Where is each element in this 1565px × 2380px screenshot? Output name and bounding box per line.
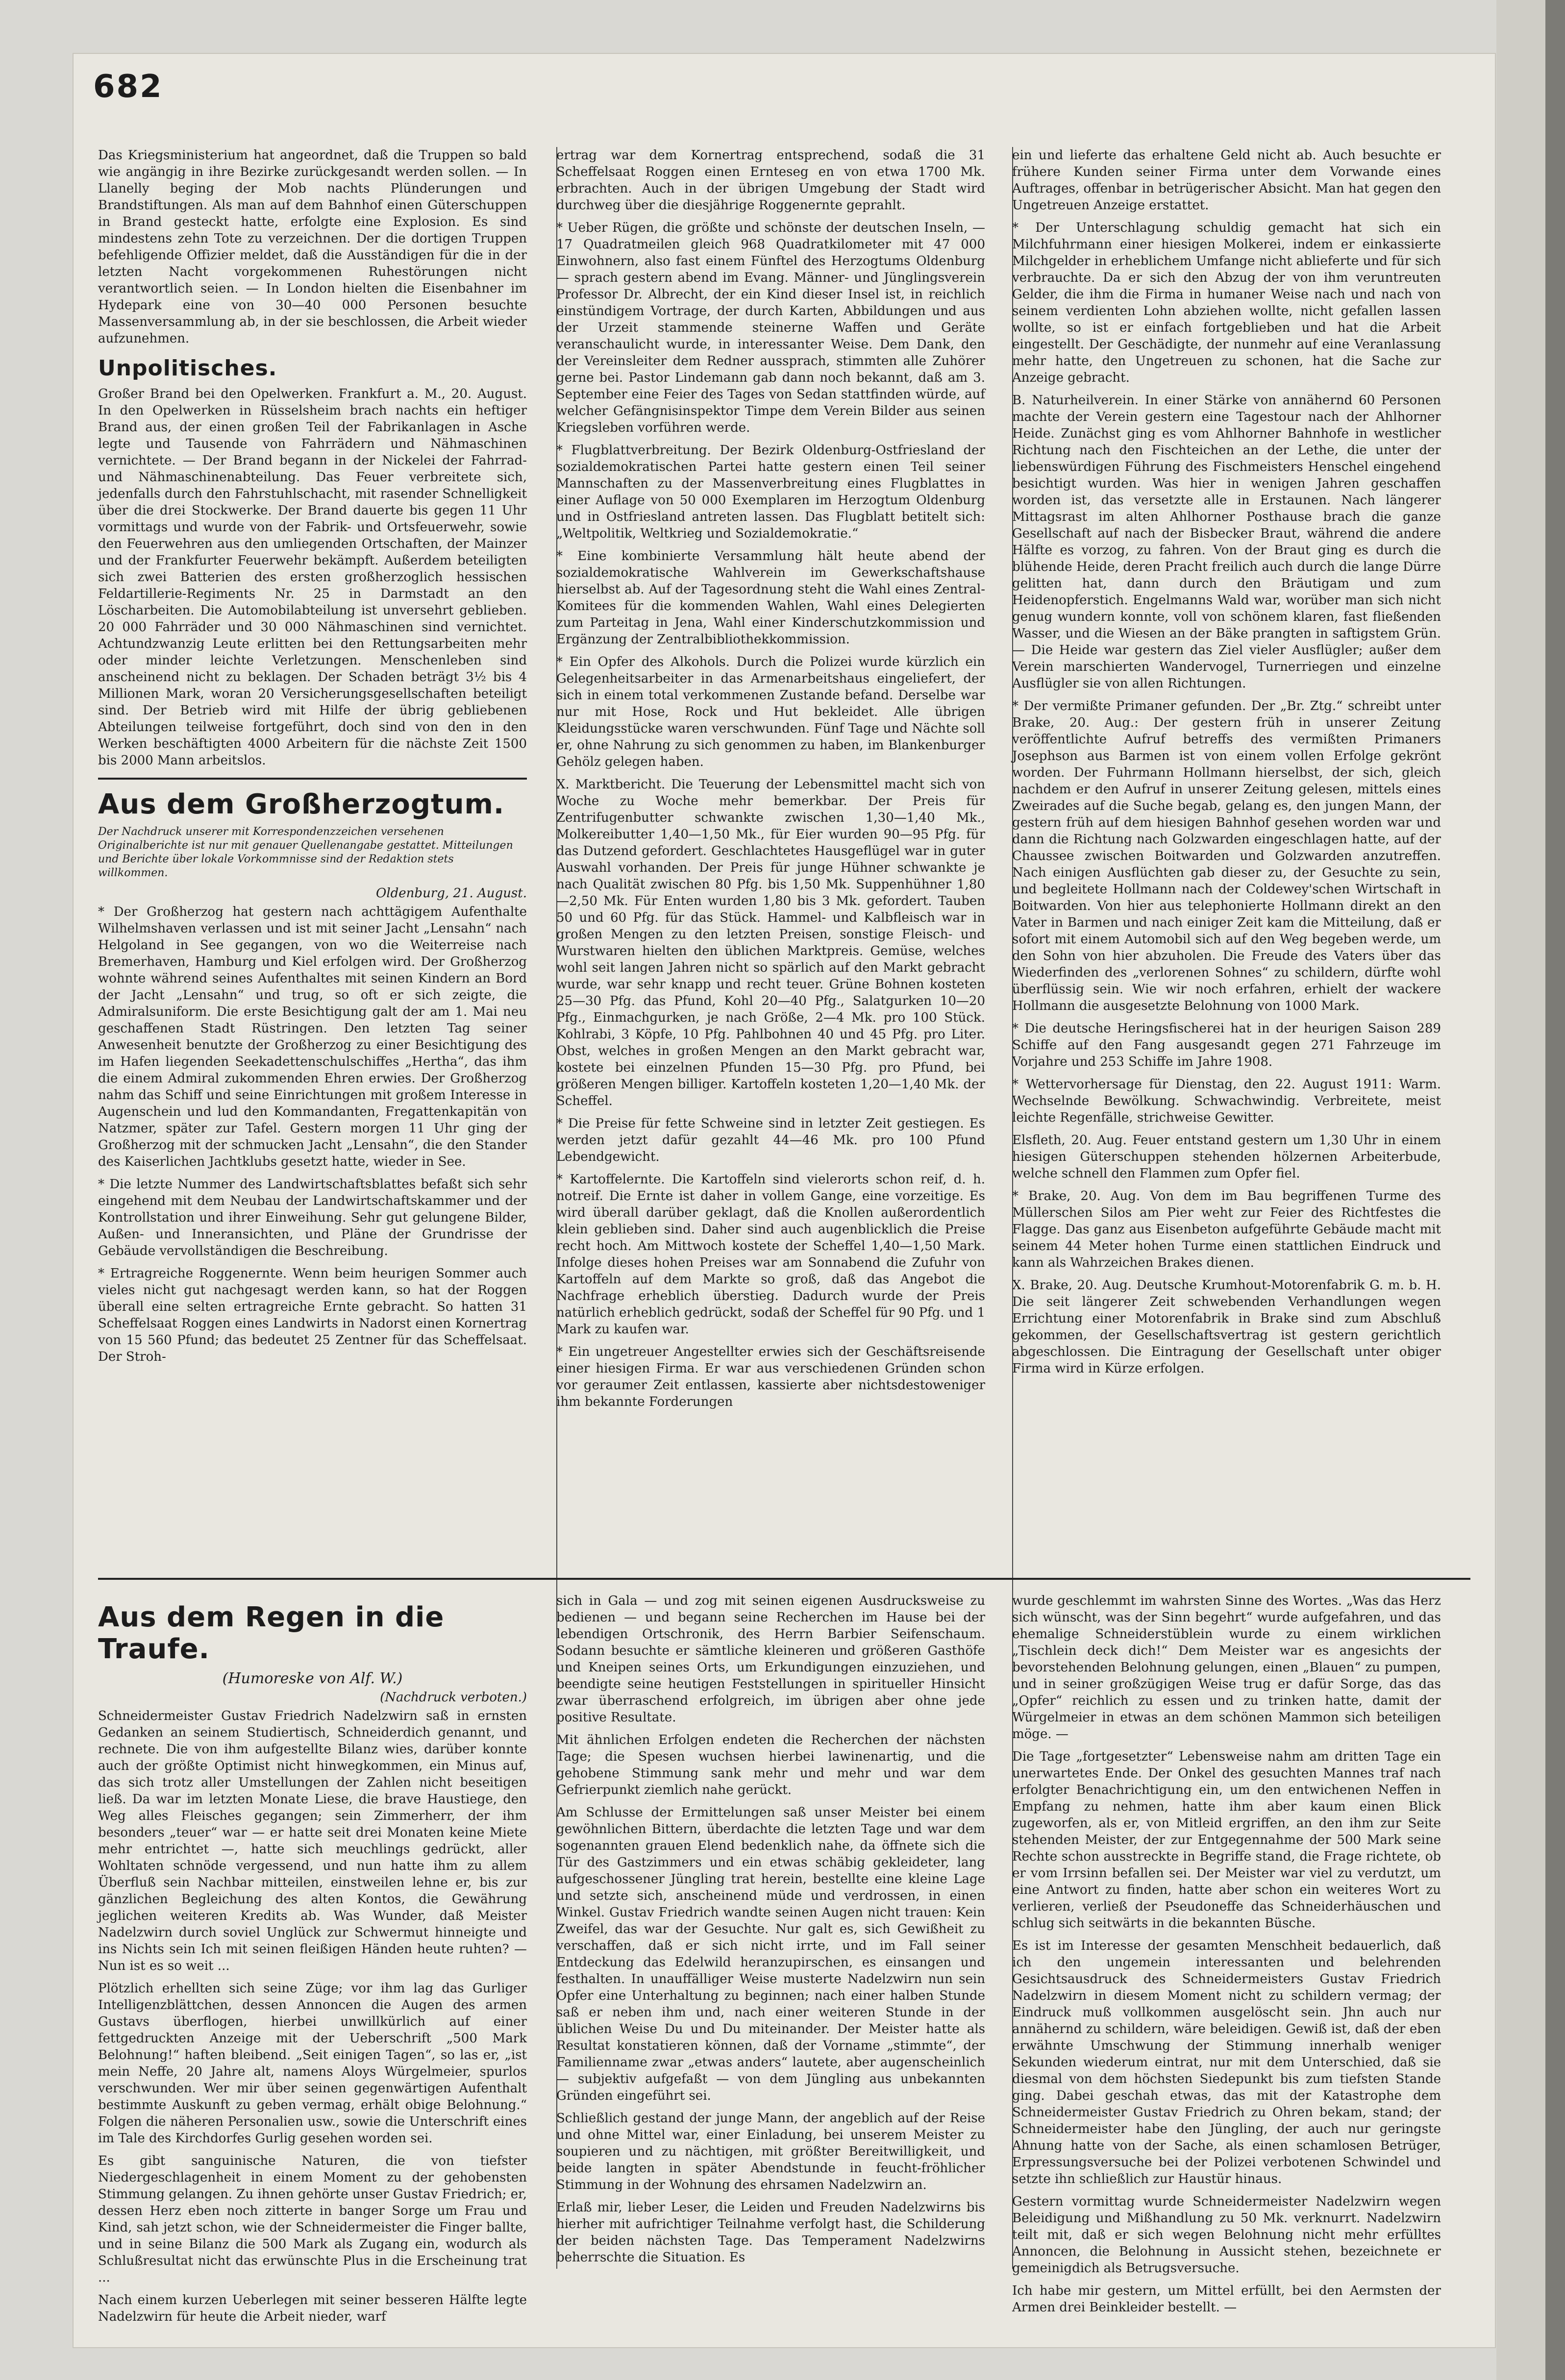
dateline-oldenburg: Oldenburg, 21. August. bbox=[376, 886, 527, 901]
feuilleton-para: Die Tage „fortgesetzter“ Lebensweise nahm am dritten Tage ein unerwartetes Ende. Der Onkel des gesuchten Mannes traf nach erfolgter Benachrichtigung ein, um den entwichenen Neffen in Empfang zu nehmen, hatte ihm aber kaum einen Blick zugeworfen, als er, von Mitleid ergriffen, an den ihm zur Seite stehenden Meister, der zur Entgegennahme der 500 Mark seine Rechte schon ausstreckte in Begriffe stand, die Frage richtete, ob er vom Irrsinn befallen sei. Der Meister war viel zu verdutzt, um eine Antwort zu finden, hatte aber schon ein weiteres Wort zu verlieren, verließ der Pseudoneffe das Schneiderhäuschen und schlug sich seitwärts in die bekannten Büsche. bbox=[1012, 1749, 1441, 1931]
article-kriegsministerium: Das Kriegsministerium hat angeordnet, daß die Truppen so bald wie angängig in ihre Bezirke zurückgesandt werden sollen. — In Llanelly beging der Mob nachts Plünderungen und Brandstiftungen. Als man auf dem Bahnhof einen Güterschuppen in Brand gesteckt hatte, erfolgte eine Explosion. Es sind mindestens zehn Tote zu verzeichnen. Der die dortigen Truppen befehligende Offizier meldet, daß die Ausständigen für die in der letzten Nacht vorgekommenen Ruhestörungen nicht verantwortlich seien. — In London hielten die Eisenbahner im Hydepark eine von 30—40 000 Personen besuchte Massenversammlung ab, in der sie beschlossen, die Arbeit wieder aufzunehmen. bbox=[98, 148, 527, 346]
feuilleton-para: Erlaß mir, lieber Leser, die Leiden und Freuden Nadelzwirns bis hierher mit aufrichtiger Teilnahme verfolgt hast, die Schilderung der beiden nächsten Tage. Das Temperament Nadelzwirns beherrschte die Situation. Es bbox=[556, 2200, 985, 2265]
feuilleton-col-3 bbox=[1012, 1593, 1441, 2322]
reprint-notice: Der Nachdruck unserer mit Korrespondenzzeichen versehenen Originalberichte ist nur mit genauer Quellenangabe gestattet. Mitteilungen und Berichte über lokale Vorkommnisse sind der Redaktion stets willkommen. bbox=[98, 826, 513, 879]
scan-right-edge bbox=[1496, 0, 1565, 2380]
article-kartoffelernte: * Kartoffelernte. Die Kartoffeln sind vielerorts schon reif, d. h. notreif. Die Ernte ist daher in vollem Gange, eine vorzeitige. Es wird überall darüber geklagt, daß die Knollen außerordentlich klein geblieben sind. Daher sind auch augenblicklich die Preise recht hoch. Am Mittwoch kostete der Scheffel 1,40—1,50 Mark. Infolge dieses hohen Preises war am Sonnabend die Zufuhr von Kartoffeln auf dem Markte so groß, daß das Angebot die Nachfrage erheblich überstieg. Dadurch wurde der Preis natürlich erheblich gedrückt, sodaß der Scheffel für 90 Pfg. und 1 Mark zu kaufen war. bbox=[556, 1172, 985, 1337]
feuilleton-para: Nach einem kurzen Ueberlegen mit seiner besseren Hälfte legte Nadelzwirn für heute die Arbeit nieder, warf bbox=[98, 2293, 527, 2324]
article-opelwerke: Großer Brand bei den Opelwerken. Frankfurt a. M., 20. August. In den Opelwerken in Rüsselsheim brach nachts ein heftiger Brand aus, der einen großen Teil der Fabrikanlagen in Asche legte und Tausende von Fahrrädern und Nähmaschinen vernichtete. — Der Brand begann in der Nickelei der Fahrrad- und Nähmaschinenabteilung. Das Feuer verbreitete sich, jedenfalls durch den Fahrstuhlschacht, mit rasender Schnelligkeit über die drei Stockwerke. Der Brand dauerte bis gegen 11 Uhr vormittags und wurde von der Fabrik- und Ortsfeuerwehr, sowie den Feuerwehren aus den umliegenden Ortschaften, der Mainzer und der Frankfurter Feuerwehr bekämpft. Außerdem beteiligten sich zwei Batterien des ersten großherzoglich hessischen Feldartillerie-Regiments Nr. 25 in Darmstadt an den Löscharbeiten. Die Automobilabteilung ist unversehrt geblieben. 20 000 Fahrräder und 30 000 Nähmaschinen sind vernichtet. Achtundzwanzig Leute erlitten bei den Rettungsarbeiten mehr oder minder leichte Verletzungen. Menschenleben sind anscheinend nicht zu beklagen. Der Schaden beträgt 3½ bis 4 Millionen Mark, woran 20 Versicherungsgesellschaften beteiligt sind. Der Betrieb wird mit Hilfe der übrig gebliebenen Abteilungen teilweise fortgeführt, doch sind von den in den Werken beschäftigten 4000 Arbeitern für die nächste Zeit 1500 bis 2000 Mann arbeitslos. bbox=[98, 387, 527, 768]
feuilleton-para: Am Schlusse der Ermittelungen saß unser Meister bei einem gewöhnlichen Bittern, überdachte die letzten Tage und war dem sogenannten grauen Elend bedenklich nahe, da öffnete sich die Tür des Gastzimmers und ein etwas schäbig gekleideter, lang aufgeschossener Jüngling trat herein, bestellte eine kleine Lage und setzte sich, anscheinend müde und verdrossen, in einen Winkel. Gustav Friedrich wandte seinen Augen nicht trauen: Kein Zweifel, das war der Gesuchte. Nur galt es, sich Gewißheit zu verschaffen, daß er sich nicht irrte, und im Fall seiner Entdeckung das Edelwild heranzupirschen, es einsangen und festhalten. In unauffälliger Weise musterte Nadelzwirn nun sein Opfer eine Unterhaltung zu beginnen; nach einer halben Stunde saß er neben ihm und, nach einer weiteren Stunde in der üblichen Weise Du und Du miteinander. Der Meister hatte als Resultat konstatieren können, daß der Vorname „stimmte“, der Familienname zwar „etwas anders“ lautete, aber augenscheinlich — subjektiv aufgefaßt — von dem Jüngling aus unbekannten Gründen eingeführt sei. bbox=[556, 1805, 985, 2103]
article-alkohol: * Ein Opfer des Alkohols. Durch die Polizei wurde kürzlich ein Gelegenheitsarbeiter in das Armenarbeitshaus eingeliefert, der sich in einem total verkommenen Zustande befand. Derselbe war nur mit Hose, Rock und Hut bekleidet. Alle übrigen Kleidungsstücke waren verschwunden. Fünf Tage und Nächte soll er, ohne Nahrung zu sich genommen zu haben, im Blankenburger Gehölz gelegen haben. bbox=[556, 655, 985, 769]
feuilleton-para: Gestern vormittag wurde Schneidermeister Nadelzwirn wegen Beleidigung und Mißhandlung zu 50 Mk. verknurrt. Nadelzwirn teilt mit, daß er sich wegen Belohnung nicht mehr erfülltes Annoncen, die Belohnung in Aussicht stehen, bezeichnete er gemeinigdich als Betrugsversuche. bbox=[1012, 2194, 1441, 2276]
article-grossherzog: * Der Großherzog hat gestern nach achttägigem Aufenthalte Wilhelmshaven verlassen und ist mit seiner Jacht „Lensahn“ nach Helgoland in See gegangen, von wo die Weiterreise nach Bremerhaven, Hamburg und Kiel erfolgen wird. Der Großherzog wohnte während seines Aufenthaltes mit seinen Kindern an Bord der Jacht „Lensahn“ und trug, so oft er sich zeigte, die Admiralsuniform. Die erste Besichtigung galt der am 1. Mai neu geschaffenen Stadt Rüstringen. Den letzten Tag seiner Anwesenheit benutzte der Großherzog zu einer Besichtigung des im Hafen liegenden Seekadettenschulschiffes „Hertha“, das ihm die einem Admiral zukommenden Ehren erwies. Der Großherzog nahm das Schiff und seine Einrichtungen mit großem Interesse in Augenschein und lud den Kommandanten, Fregattenkapitän von Natzmer, später zur Tafel. Gestern morgen 11 Uhr ging der Großherzog mit der schmucken Jacht „Lensahn“, die den Stander des Kaiserlichen Jachtklubs gesetzt hatte, wieder in See. bbox=[98, 905, 527, 1169]
article-naturheilverein: B. Naturheilverein. In einer Stärke von annähernd 60 Personen machte der Verein gestern eine Tagestour nach der Ahlhorner Heide. Zunächst ging es vom Ahlhorner Bahnhofe in westlicher Richtung nach den Fischteichen an der Lethe, die unter der liebenswürdigen Führung des Fischmeisters Henschel eingehend besichtigt wurden. Was hier in wenigen Jahren geschaffen worden ist, das versetzte alle in Erstaunen. Nach längerer Mittagsrast im alten Ahlhorner Posthause brach die ganze Gesellschaft auf nach der Bisbecker Braut, während die andere Hälfte es vorzog, zu fahren. Von der Braut ging es durch die blühende Heide, deren Pracht freilich auch durch die lange Dürre gelitten hat, dann durch den Bräutigam und zum Heidenopferstich. Engelmanns Wald war, worüber man sich nicht genug wundern konnte, voll von schönem klaren, fast fließenden Wasser, und die Wiesen an der Bäke prangten in saftigstem Grün. — Die Heide war gestern das Ziel vieler Ausflügler; außer dem Verein marschierten Wandervogel, Turnerriegen und einzelne Ausflügler sie von allen Richtungen. bbox=[1012, 393, 1441, 691]
article-marktbericht: X. Marktbericht. Die Teuerung der Lebensmittel macht sich von Woche zu Woche mehr bemerkbar. Der Preis für Zentrifugenbutter schwankte zwischen 1,30—1,40 Mk., Molkereibutter 1,40—1,50 Mk., für Eier wurden 90—95 Pfg. für das Dutzend gefordert. Geschlachtetes Hausgeflügel war in guter Auswahl vorhanden. Der Preis für junge Hühner schwankte je nach Qualität zwischen 80 Pfg. bis 1,50 Mk. Suppenhühner 1,80—2,50 Mk. Für Enten wurden 1,80 bis 3 Mk. gefordert. Tauben 50 und 60 Pfg. für das Stück. Hammel- und Kalbfleisch war in großen Mengen zu den letzten Preisen, sonstige Fleisch- und Wurstwaren hielten den üblichen Marktpreis. Gemüse, welches wohl seit langen Jahren nicht so spärlich auf den Markt gebracht wurde, war sehr knapp und recht teuer. Grüne Bohnen kosteten 25—30 Pfg. das Pfund, Kohl 20—40 Pfg., Salatgurken 10—20 Pfg., Einmachgurken, je nach Größe, 2—4 Mk. pro 100 Stück. Kohlrabi, 3 Köpfe, 10 Pfg. Pahlbohnen 40 und 45 Pfg. pro Liter. Obst, welches in großen Mengen an den Markt gebracht war, kostete bei einzelnen Pfunden 15—30 Pfg. pro Pfund, bei größeren Mengen billiger. Kartoffeln kosteten 1,20—1,40 Mk. der Scheffel. bbox=[556, 777, 985, 1108]
page-number: 682 bbox=[93, 69, 163, 105]
section-divider bbox=[98, 778, 527, 780]
feuilleton-para: Plötzlich erhellten sich seine Züge; vor ihm lag das Gurliger Intelligenzblättchen, dessen Annoncen die Augen des armen Gustavs überflogen, hierbei unwillkürlich auf einer fettgedruckten Anzeige mit der Ueberschrift „500 Mark Belohnung!“ haften bleibend. „Seit einigen Tagen“, so las er, „ist mein Neffe, 20 Jahre alt, namens Aloys Würgelmeier, spurlos verschwunden. Wer mir über seinen gegenwärtigen Aufenthalt bestimmte Auskunft zu geben vermag, erhält obige Belohnung.“ Folgen die näheren Personalien usw., sowie die Unterschrift eines im Tale des Kirchdorfes Gurlig gesehen worden sei. bbox=[98, 1981, 527, 2146]
article-versammlung: * Eine kombinierte Versammlung hält heute abend der sozialdemokratische Wahlverein im Gewerkschaftshause hierselbst ab. Auf der Tagesordnung steht die Wahl eines Zentral-Komitees für die kommenden Wahlen, Wahl eines Delegierten zum Parteitag in Jena, Wahl einer Kinderschutzkommission und Ergänzung der Zentralbibliothekkommission. bbox=[556, 549, 985, 647]
article-strohertrag: ertrag war dem Kornertrag entsprechend, sodaß die 31 Scheffelsaat Roggen einen Ernteseg en von etwa 1700 Mk. erbrachten. Auch in der übrigen Umgebung der Stadt wird durchweg über die diesjährige Roggenernte geprahlt. bbox=[556, 148, 985, 213]
column-right bbox=[1012, 147, 1441, 1383]
feuilleton-para: wurde geschlemmt im wahrsten Sinne des Wortes. „Was das Herz sich wünscht, was der Sinn begehrt“ wurde aufgefahren, und das ehemalige Schneiderstüblein wurde zu einem wirklichen „Tischlein deck dich!“ Dem Meister war es angesichts der bevorstehenden Belohnung gelungen, einen „Blauen“ zu pumpen, und in seiner großzügigen Weise trug er dafür Sorge, das das „Opfer“ reichlich zu essen und zu trinken hatte, damit der Würgelmeier in etwas an dem schönen Mammon sich beteiligen möge. — bbox=[1012, 1594, 1441, 1742]
feuilleton-divider bbox=[98, 1578, 1470, 1580]
article-angestellter-cont: ein und lieferte das erhaltene Geld nicht ab. Auch besuchte er frühere Kunden seiner Firma unter dem Vorwande eines Auftrages, offenbar in betrügerischer Absicht. Man hat gegen den Ungetreuen Anzeige erstattet. bbox=[1012, 148, 1441, 213]
feuilleton-para: Schließlich gestand der junge Mann, der angeblich auf der Reise und ohne Mittel war, einer Einladung, bei unserem Meister zu soupieren und zu nächtigen, mit größter Bereitwilligkeit, und beide langten in später Abendstunde in feucht-fröhlicher Stimmung in der Wohnung des ehrsamen Nadelzwirn an. bbox=[556, 2111, 985, 2192]
article-motorenfabrik: X. Brake, 20. Aug. Deutsche Krumhout-Motorenfabrik G. m. b. H. Die seit längerer Zeit schwebenden Verhandlungen wegen Errichtung einer Motorenfabrik in Brake sind zum Abschluß gekommen, der Gesellschaftsvertrag ist gestern gerichtlich abgeschlossen. Die Eintragung der Gesellschaft unter obiger Firma wird in Kürze erfolgen. bbox=[1012, 1278, 1441, 1376]
article-roggenernte: * Ertragreiche Roggenernte. Wenn beim heurigen Sommer auch vieles nicht gut nachgesagt werden kann, so hat der Roggen überall eine selten ertragreiche Ernte gebracht. So hatten 31 Scheffelsaat Roggen eines Landwirts in Nadorst einen Kornertrag von 15 560 Pfund; das bedeutet 25 Zentner für das Scheffelsaat. Der Stroh- bbox=[98, 1266, 527, 1364]
article-primaner: * Der vermißte Primaner gefunden. Der „Br. Ztg.“ schreibt unter Brake, 20. Aug.: Der gestern früh in unserer Zeitung veröffentlichte Aufruf betreffs des vermißten Primaners Josephson aus Barmen ist von einem vollen Erfolge gekrönt worden. Der Fuhrmann Hollmann hierselbst, der sich, gleich nachdem er den Aufruf in unserer Zeitung gelesen, mittels eines Zweirades auf die Suche begab, gelang es, den jungen Mann, der gestern früh auf dem hiesigen Bahnhof gesehen worden war und dann die Richtung nach Golzwarden eingeschlagen hatte, auf der Chaussee zwischen Boitwarden und Golzwarden anzutreffen. Nach einigen Ausflüchten gab dieser zu, der Gesuchte zu sein, und begleitete Hollmann nach der Coldewey'schen Wirtschaft in Boitwarden. Von hier aus telephonierte Hollmann direkt an den Vater in Barmen und nach einiger Zeit kam die Mitteilung, daß er sofort mit einem Automobil sich auf den Weg begeben werde, um den Sohn von hier abzuholen. Die Freude des Vaters über das Wiederfinden des „verlorenen Sohnes“ zu schildern, dürfte wohl überflüssig sein. Wie wir noch erfahren, erhielt der wackere Hollmann die ausgesetzte Belohnung von 1000 Mark. bbox=[1012, 699, 1441, 1013]
column-middle bbox=[556, 147, 985, 1416]
feuilleton-para: Es ist im Interesse der gesamten Menschheit bedauerlich, daß ich den ungemein interessanten und belehrenden Gesichtsausdruck des Schneidermeisters Gustav Friedrich Nadelzwirn in diesem Moment nicht zu schildern vermag; der Eindruck muß vollkommen ausgelöscht sein. Jhn auch nur annähernd zu schildern, wäre beleidigen. Gewiß ist, daß der eben erwähnte Umschwung der Stimmung innerhalb weniger Sekunden wiederum eintrat, nur mit dem Unterschied, daß sie diesmal von dem höchsten Siedepunkt bis zum tiefsten Stande ging. Dabei geschah etwas, das mit der Katastrophe dem Schneidermeister Gustav Friedrich zu Ohren bekam, stand; der Schneidermeister habe den Jüngling, der auch nur geringste Ahnung hatte von der Sache, als einen schamlosen Betrüger, Erpressungsversuche bei der Polizei verbotenen Schwindel und setzte ihn schließlich zur Haustür hinaus. bbox=[1012, 1938, 1441, 2186]
feuilleton-para: Mit ähnlichen Erfolgen endeten die Recherchen der nächsten Tage; die Spesen wuchsen hierbei lawinenartig, und die gehobene Stimmung sank mehr und mehr und war dem Gefrierpunkt ziemlich nahe gerückt. bbox=[556, 1733, 985, 1797]
article-wetter: * Wettervorhersage für Dienstag, den 22. August 1911: Warm. Wechselnde Bewölkung. Schwachwindig. Verbreitete, meist leichte Regenfälle, strichweise Gewitter. bbox=[1012, 1077, 1441, 1125]
feuilleton-reprint-note: (Nachdruck verboten.) bbox=[380, 1690, 527, 1705]
section-head-grossherzogtum: Aus dem Großherzogtum. bbox=[98, 788, 505, 820]
feuilleton-col-1 bbox=[98, 1593, 527, 2331]
article-angestellter: * Ein ungetreuer Angestellter erwies sich der Geschäftsreisende einer hiesigen Firma. Er war aus verschiedenen Gründen schon vor geraumer Zeit entlassen, kassierte aber nichtsdestoweniger ihm bekannte Forderungen bbox=[556, 1345, 985, 1409]
feuilleton-para: sich in Gala — und zog mit seinen eigenen Ausdrucksweise zu bedienen — und begann seine Recherchen im Hause bei der lebendigen Ortschronik, des Herrn Barbier Seifenschaum. Sodann besuchte er sämtliche kleineren und größeren Gasthöfe und Kneipen seines Orts, um Erkundigungen einzuziehen, und beendigte seine heutigen Feststellungen in spiritueller Hinsicht zwar überraschend erfolgreich, im übrigen aber ohne jede positive Resultate. bbox=[556, 1594, 985, 1725]
newspaper-page bbox=[74, 54, 1495, 2347]
feuilleton-col-2 bbox=[556, 1593, 985, 2272]
article-flugblatt: * Flugblattverbreitung. Der Bezirk Oldenburg-Ostfriesland der sozialdemokratischen Partei hatte gestern einen Teil seiner Mannschaften zu der Massenverbreitung eines Flugblattes in einer Auflage von 50 000 Exemplaren im Herzogtum Oldenburg und in Ostfriesland antreten lassen. Das Flugblatt betitelt sich: „Weltpolitik, Weltkrieg und Sozialdemokratie.“ bbox=[556, 443, 985, 541]
scan-edge-strip bbox=[1496, 0, 1545, 2380]
feuilleton-para: Es gibt sanguinische Naturen, die von tiefster Niedergeschlagenheit in einem Moment zu der gehobensten Stimmung gelangen. Zu ihnen gehörte unser Gustav Friedrich; er, dessen Herz eben noch zitterte in banger Sorge um Frau und Kind, sah jetzt schon, wie der Schneidermeister die Finger ballte, und in seine Bilanz die 500 Mark als Zugang ein, wodurch als Schlußresultat nicht das erwünschte Plus in die Erscheinung trat ... bbox=[98, 2154, 527, 2285]
article-ruegen: * Ueber Rügen, die größte und schönste der deutschen Inseln, — 17 Quadratmeilen gleich 968 Quadratkilometer mit 47 000 Einwohnern, also fast einem Fünftel des Herzogtums Oldenburg — sprach gestern abend im Evang. Männer- und Jünglingsverein Professor Dr. Albrecht, der ein Kind dieser Insel ist, in reichlich einstündigem Vortrage, der durch Karten, Abbildungen und aus der Urzeit stammende steinerne Waffen und Geräte veranschaulicht wurde, in interessanter Weise. Dem Dank, den der Vereinsleiter dem Redner aussprach, stimmten alle Zuhörer gerne bei. Pastor Lindemann gab dann noch bekannt, daß am 3. September eine Feier des Tages von Sedan stattfinden würde, auf welcher Gefängnisinspektor Timpe dem Verein Bilder aus seinen Kriegsleben vorführen werde. bbox=[556, 221, 985, 435]
column-left bbox=[98, 147, 527, 1371]
feuilleton-subtitle: (Humoreske von Alf. W.) bbox=[222, 1670, 403, 1687]
feuilleton-para: Ich habe mir gestern, um Mittel erfüllt, bei den Aermsten der Armen drei Beinkleider bestellt. — bbox=[1012, 2283, 1441, 2315]
article-unterschlagung: * Der Unterschlagung schuldig gemacht hat sich ein Milchfuhrmann einer hiesigen Molkerei, indem er einkassierte Milchgelder in erheblichem Umfange nicht ablieferte und für sich verbrauchte. Da er sich den Abzug der von ihm veruntreuten Gelder, die ihm die Firma in humaner Weise nach und nach von seinem verdienten Lohn abziehen wollte, nicht gefallen lassen wollte, so ist er einfach fortgeblieben und hat die Arbeit eingestellt. Der Geschädigte, der nunmehr auf eine Veranlassung mehr hatte, den Ungetreuen zu schonen, hat die Sache zur Anzeige gebracht. bbox=[1012, 221, 1441, 385]
article-landwirtschaftsblatt: * Die letzte Nummer des Landwirtschaftsblattes befaßt sich sehr eingehend mit dem Neubau der Landwirtschaftskammer und der Kontrollstation und ihrer Einweihung. Sehr gut gelungene Bilder, Außen- und Inneransichten, und Pläne der Grundrisse der Gebäude vervollständigen die Beschreibung. bbox=[98, 1177, 527, 1258]
feuilleton-title: Aus dem Regen in die Traufe. bbox=[98, 1601, 445, 1665]
article-elsfleth: Elsfleth, 20. Aug. Feuer entstand gestern um 1,30 Uhr in einem hiesigen Güterschuppen stehenden hölzernen Arbeiterbude, welche schnell den Flammen zum Opfer fiel. bbox=[1012, 1133, 1441, 1181]
article-heringsfischerei: * Die deutsche Heringsfischerei hat in der heurigen Saison 289 Schiffe auf den Fang ausgesandt gegen 271 Fahrzeuge im Vorjahre und 253 Schiffe im Jahre 1908. bbox=[1012, 1021, 1441, 1069]
article-schweine: * Die Preise für fette Schweine sind in letzter Zeit gestiegen. Es werden jetzt dafür gezahlt 44—46 Mk. pro 100 Pfund Lebendgewicht. bbox=[556, 1116, 985, 1164]
section-head-unpolitisches: Unpolitisches. bbox=[98, 356, 277, 381]
article-brake-silo: * Brake, 20. Aug. Von dem im Bau begriffenen Turme des Müllerschen Silos am Pier weht zur Feier des Richtfestes die Flagge. Das ganz aus Eisenbeton aufgeführte Gebäude macht mit seinem 44 Meter hohen Turme einen stattlichen Eindruck und kann als Wahrzeichen Brakes dienen. bbox=[1012, 1189, 1441, 1270]
feuilleton-para: Schneidermeister Gustav Friedrich Nadelzwirn saß in ernsten Gedanken an seinem Studiertisch, Schneiderdich genannt, und rechnete. Die von ihm aufgestellte Bilanz wies, darüber konnte auch der größte Optimist nicht hinwegkommen, ein Minus auf, das sich trotz aller Umstellungen der Zahlen nicht beseitigen ließ. Da war im letzten Monate Liese, die brave Haustiege, den Weg alles Fleisches gegangen; sein Zimmerherr, der ihm besonders „teuer“ war — er hatte seit drei Monaten keine Miete mehr entrichtet —, hatte sich meuchlings gedrückt, aller Wohltaten schnöde vergessend, und nun hatte ihm zu allem Überfluß sein Nachbar mitteilen, einstweilen lehne er, bis zur gänzlichen Begleichung des alten Kontos, die Gewährung jeglichen weiteren Kredits ab. Was Wunder, daß Meister Nadelzwirn durch soviel Unglück zur Schwermut hinneigte und ins Nichts sein Ich mit seinen fleißigen Händen heute ruhten? — Nun ist es so weit ... bbox=[98, 1709, 527, 1973]
